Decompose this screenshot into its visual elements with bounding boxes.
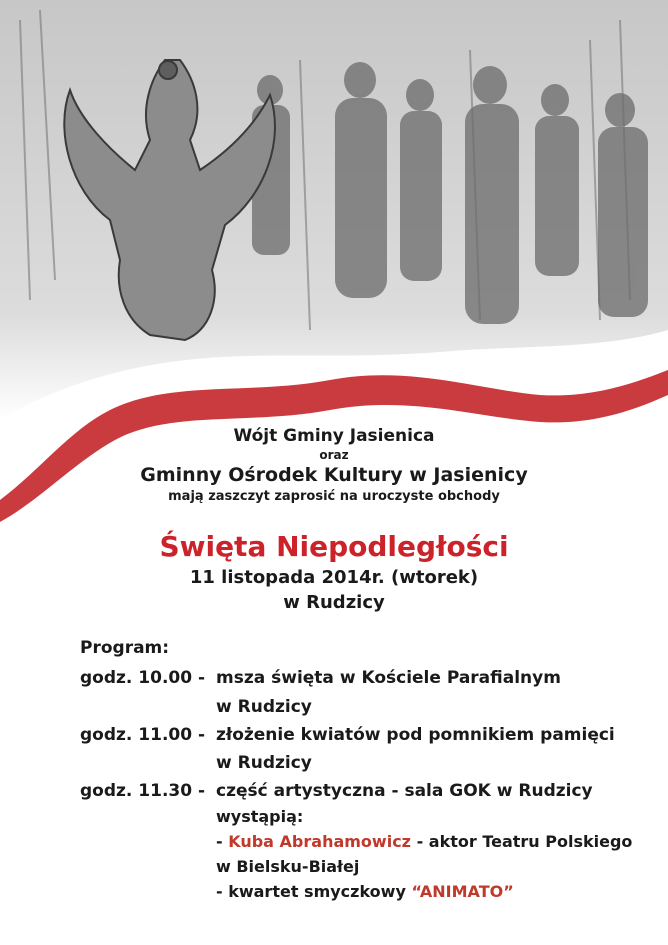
program-item-3-time: godz. 11.30 - xyxy=(80,781,206,801)
event-title: Święta Niepodległości xyxy=(159,530,509,563)
program-item-1-time: godz. 10.00 - xyxy=(80,668,206,688)
performers-heading: wystąpią: xyxy=(216,807,304,826)
program-item-1-text: msza święta w Kościele Parafialnym xyxy=(216,668,561,688)
performer-1 xyxy=(216,832,632,851)
program-item-2-time: godz. 11.00 - xyxy=(80,725,206,745)
performer-1-dash: - xyxy=(216,832,223,851)
program-item-3-text: część artystyczna - sala GOK w Rudzicy xyxy=(216,781,593,801)
organizer-conjunction: oraz xyxy=(319,448,349,462)
performer-2-name: “ANIMATO” xyxy=(411,882,514,901)
program-item-1-cont: w Rudzicy xyxy=(216,697,312,717)
organizer-line-2: Gminny Ośrodek Kultury w Jasienicy xyxy=(140,464,528,486)
event-date: 11 listopada 2014r. (wtorek) xyxy=(189,567,479,588)
invitation-line: mają zaszczyt zaprosić na uroczyste obchody xyxy=(168,489,500,504)
program-item-2-text: złożenie kwiatów pod pomnikiem pamięci xyxy=(216,725,615,745)
event-info xyxy=(0,530,668,613)
performer-2 xyxy=(216,882,514,901)
performer-1-cont: w Bielsku-Białej xyxy=(216,857,360,876)
performer-2-prefix: - kwartet smyczkowy xyxy=(216,882,406,901)
invitation-header xyxy=(0,426,668,504)
program-heading: Program: xyxy=(80,638,170,658)
program-item-2-cont: w Rudzicy xyxy=(216,753,312,773)
event-place: w Rudzicy xyxy=(283,592,385,613)
performer-1-role: - aktor Teatru Polskiego xyxy=(416,832,633,851)
organizer-line-1: Wójt Gminy Jasienica xyxy=(233,426,435,446)
performer-1-name: Kuba Abrahamowicz xyxy=(228,832,411,851)
